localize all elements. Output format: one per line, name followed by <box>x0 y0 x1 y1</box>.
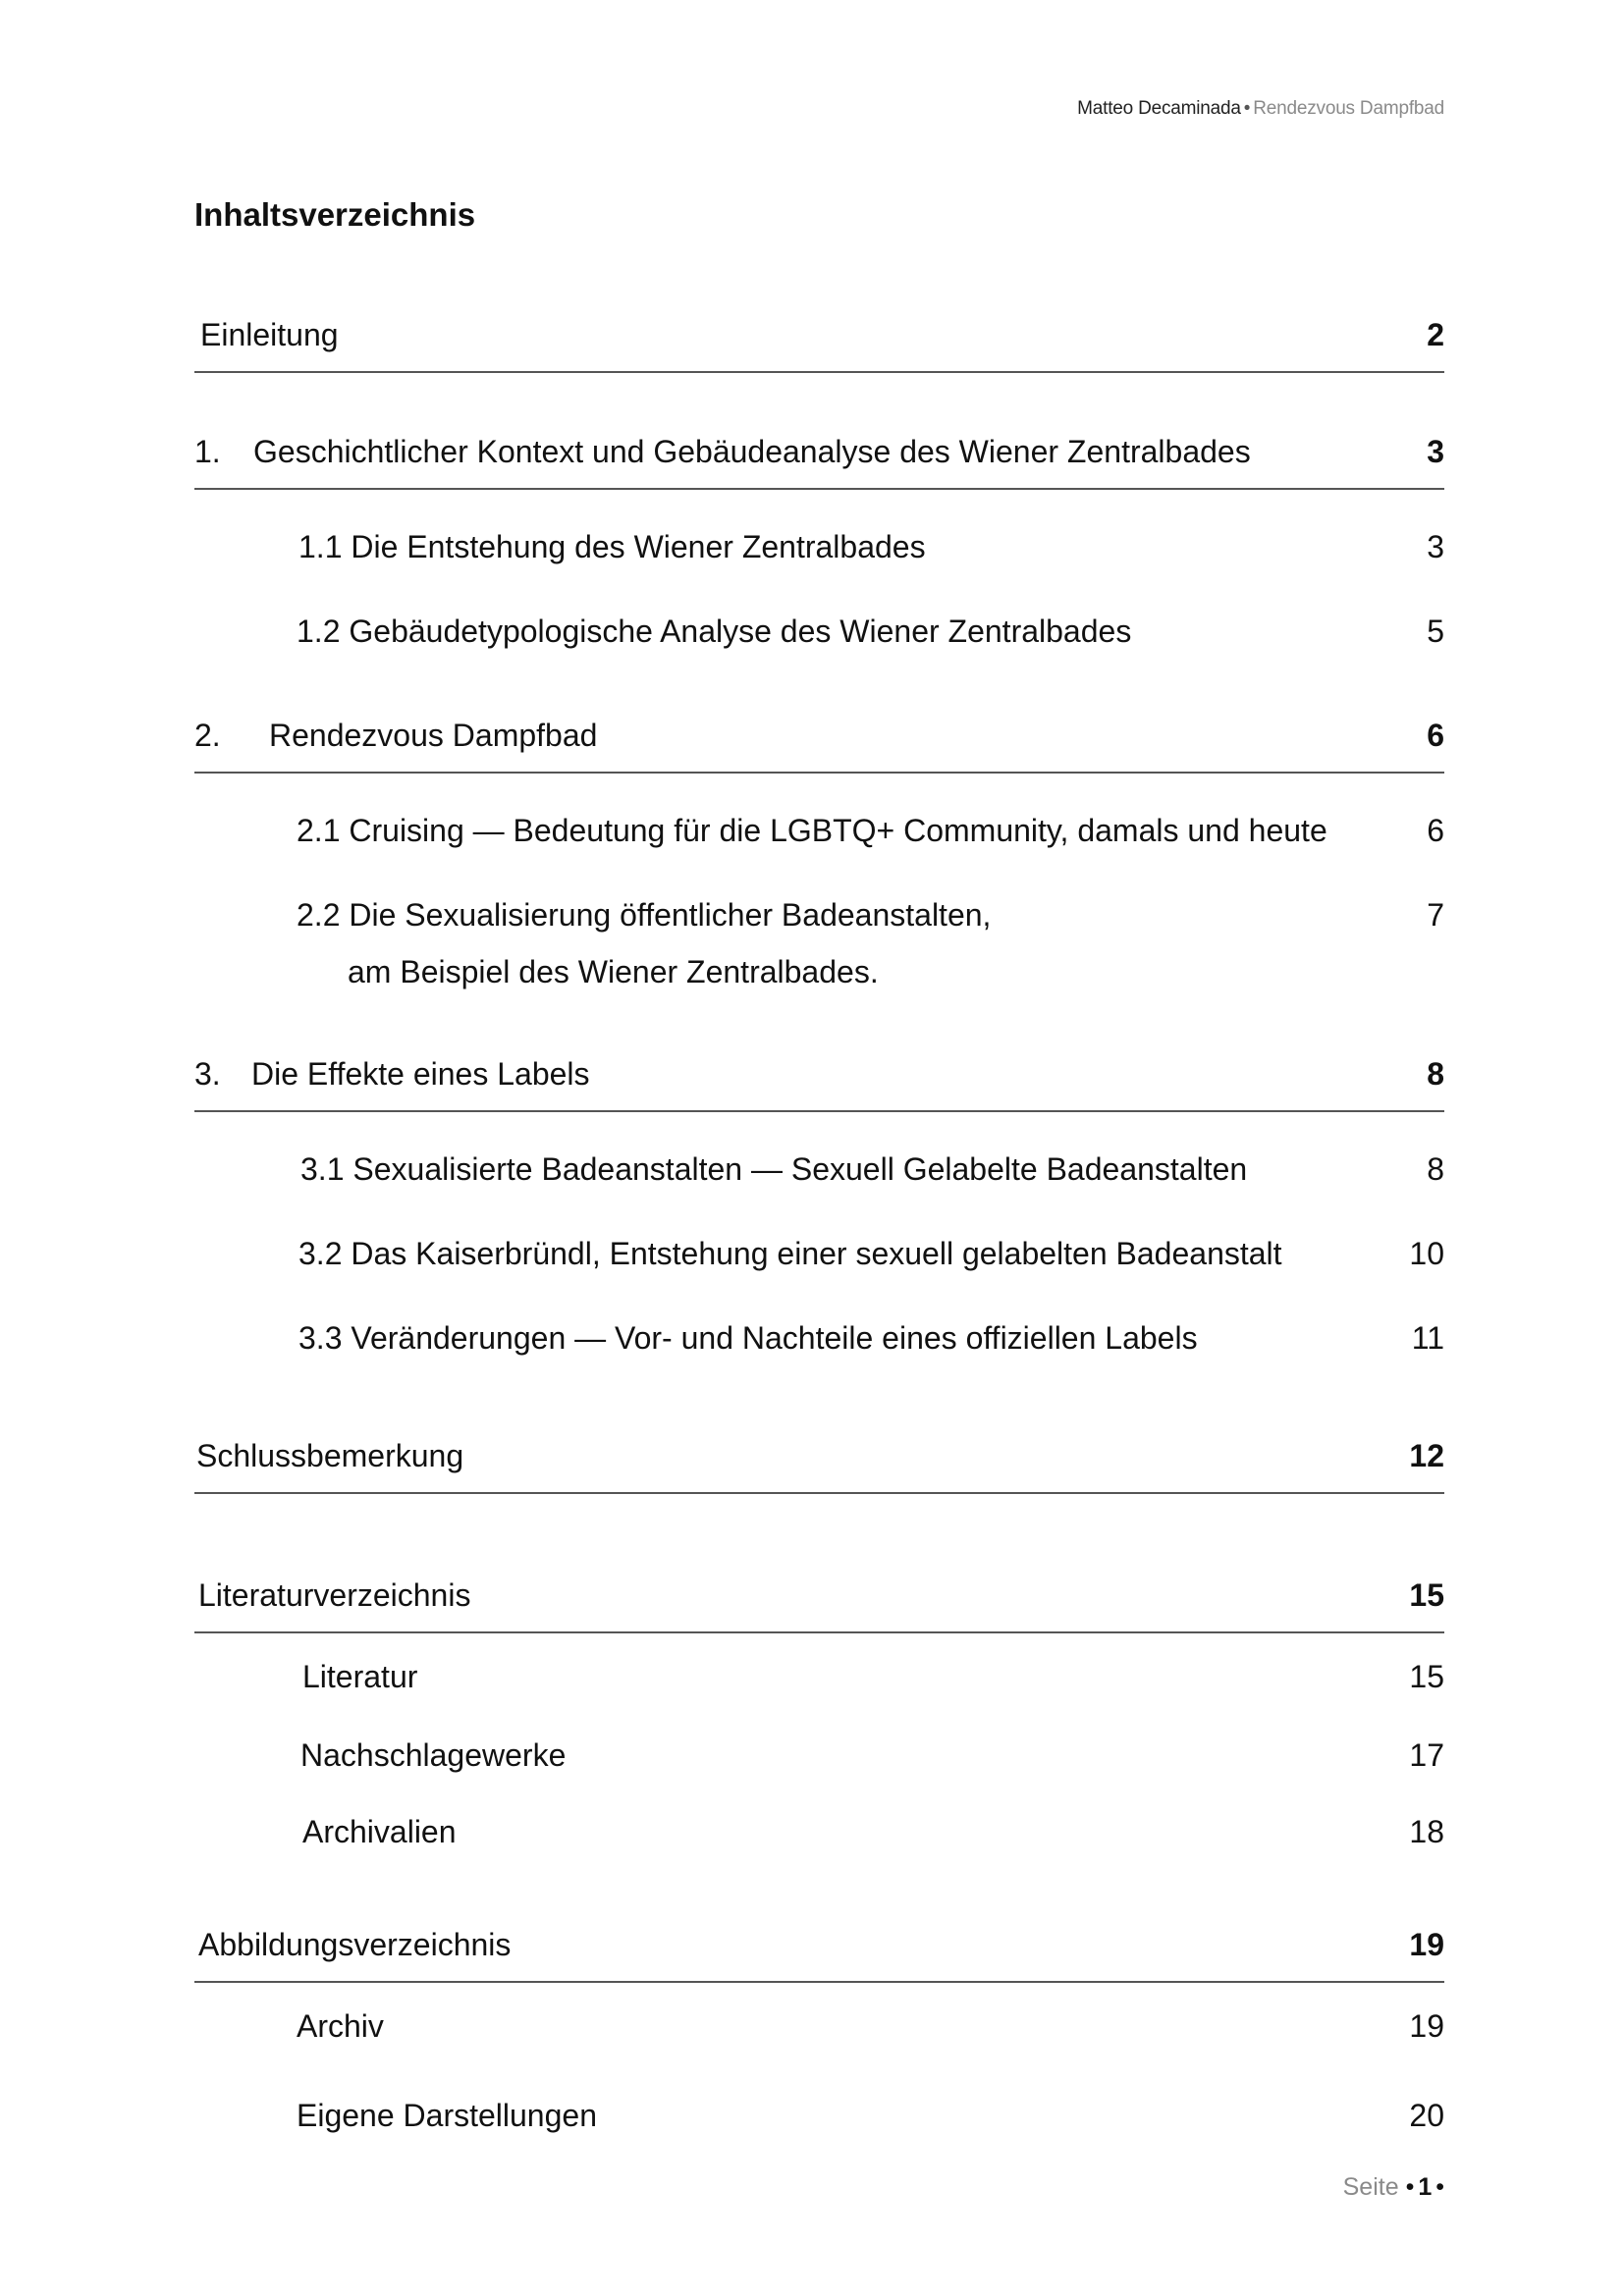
toc-entry-label: 2.2 Die Sexualisierung öffentlicher Badeanstalten, <box>297 897 992 933</box>
toc-entry-literaturverzeichnis[interactable] <box>194 1576 1444 1633</box>
toc-entry-label: 1.2 Gebäudetypologische Analyse des Wiener Zentralbades <box>297 614 1132 649</box>
toc-entry-label: Rendezvous Dampfbad <box>269 718 598 753</box>
document-title: Rendezvous Dampfbad <box>1253 98 1444 119</box>
toc-entry-page: 17 <box>1409 1737 1444 1773</box>
toc-entry-label: 1.1 Die Entstehung des Wiener Zentralbades <box>298 529 926 564</box>
toc-entry-number: 2. <box>194 718 221 753</box>
toc-entry-label: Literatur <box>302 1659 418 1694</box>
toc-entry-label: 3.2 Das Kaiserbründl, Entstehung einer sexuell gelabelten Badeanstalt <box>298 1236 1282 1271</box>
toc-entry-page: 8 <box>1427 1151 1444 1187</box>
toc-entry-page: 19 <box>1409 1927 1444 1962</box>
toc-entry-chapter-1[interactable] <box>194 433 1444 490</box>
toc-title: Inhaltsverzeichnis <box>194 196 476 233</box>
toc-entry-page: 5 <box>1427 614 1444 649</box>
toc-entry-number: 1. <box>194 434 221 469</box>
toc-entry-page: 3 <box>1427 529 1444 564</box>
toc-entry-page: 12 <box>1409 1438 1444 1473</box>
toc-entry-page: 15 <box>1409 1659 1444 1694</box>
toc-entry-page: 8 <box>1427 1056 1444 1092</box>
toc-entry-3-3[interactable] <box>194 1319 1444 1362</box>
toc-entry-label: Schlussbemerkung <box>196 1438 464 1473</box>
toc-entry-literatur[interactable] <box>194 1658 1444 1701</box>
toc-entry-page: 18 <box>1409 1814 1444 1849</box>
toc-entry-page: 6 <box>1427 813 1444 848</box>
toc-entry-label: 3.1 Sexualisierte Badeanstalten — Sexuell Gelabelte Badeanstalten <box>300 1151 1248 1187</box>
toc-entry-chapter-2[interactable] <box>194 717 1444 774</box>
toc-entry-page: 6 <box>1427 718 1444 753</box>
page-number: 1 <box>1418 2173 1433 2201</box>
header-separator: • <box>1243 98 1251 119</box>
toc-entry-page: 2 <box>1427 317 1444 352</box>
toc-entry-page: 11 <box>1411 1320 1444 1356</box>
toc-entry-label: Einleitung <box>200 317 339 352</box>
toc-entry-3-2[interactable] <box>194 1235 1444 1278</box>
toc-entry-nachschlagewerke[interactable] <box>194 1736 1444 1780</box>
author-name: Matteo Decaminada <box>1077 98 1241 119</box>
toc-entry-label: 3.3 Veränderungen — Vor- und Nachteile eines offiziellen Labels <box>298 1320 1198 1356</box>
toc-entry-archivalien[interactable] <box>194 1813 1444 1856</box>
page-footer <box>1343 2173 1444 2202</box>
toc-entry-schlussbemerkung[interactable] <box>194 1437 1444 1494</box>
toc-entry-1-2[interactable] <box>194 613 1444 656</box>
toc-entry-page: 15 <box>1409 1577 1444 1613</box>
toc-entry-label: Geschichtlicher Kontext und Gebäudeanalyse des Wiener Zentralbades <box>253 434 1251 469</box>
footer-label: Seite <box>1342 2173 1399 2201</box>
toc-entry-eigene-darstellungen[interactable] <box>194 2097 1444 2140</box>
toc-entry-label: Nachschlagewerke <box>300 1737 567 1773</box>
toc-entry-page: 20 <box>1409 2098 1444 2133</box>
toc-entry-label: Eigene Darstellungen <box>297 2098 597 2133</box>
toc-entry-label: Archivalien <box>302 1814 457 1849</box>
toc-entry-archiv[interactable] <box>194 2007 1444 2051</box>
toc-entry-label: 2.1 Cruising — Bedeutung für die LGBTQ+ Community, damals und heute <box>297 813 1327 848</box>
toc-entry-2-2[interactable] <box>194 896 1444 994</box>
toc-entry-abbildungsverzeichnis[interactable] <box>194 1926 1444 1983</box>
toc-entry-label: Abbildungsverzeichnis <box>198 1927 512 1962</box>
toc-entry-label: Die Effekte eines Labels <box>251 1056 590 1092</box>
toc-entry-1-1[interactable] <box>194 528 1444 571</box>
bullet-icon: • <box>1435 2173 1444 2201</box>
bullet-icon: • <box>1405 2173 1415 2201</box>
toc-entry-page: 19 <box>1409 2008 1444 2044</box>
toc-entry-3-1[interactable] <box>194 1150 1444 1194</box>
toc-entry-label: Literaturverzeichnis <box>198 1577 471 1613</box>
page-header <box>1077 98 1444 120</box>
toc-entry-label-continuation: am Beispiel des Wiener Zentralbades. <box>348 954 879 989</box>
toc-entry-einleitung[interactable] <box>194 316 1444 373</box>
toc-entry-label: Archiv <box>297 2008 384 2044</box>
toc-entry-page: 3 <box>1427 434 1444 469</box>
toc-entry-page: 10 <box>1409 1236 1444 1271</box>
toc-entry-number: 3. <box>194 1056 221 1092</box>
toc-entry-page: 7 <box>1427 897 1444 933</box>
toc-entry-2-1[interactable] <box>194 812 1444 855</box>
toc-entry-chapter-3[interactable] <box>194 1055 1444 1112</box>
